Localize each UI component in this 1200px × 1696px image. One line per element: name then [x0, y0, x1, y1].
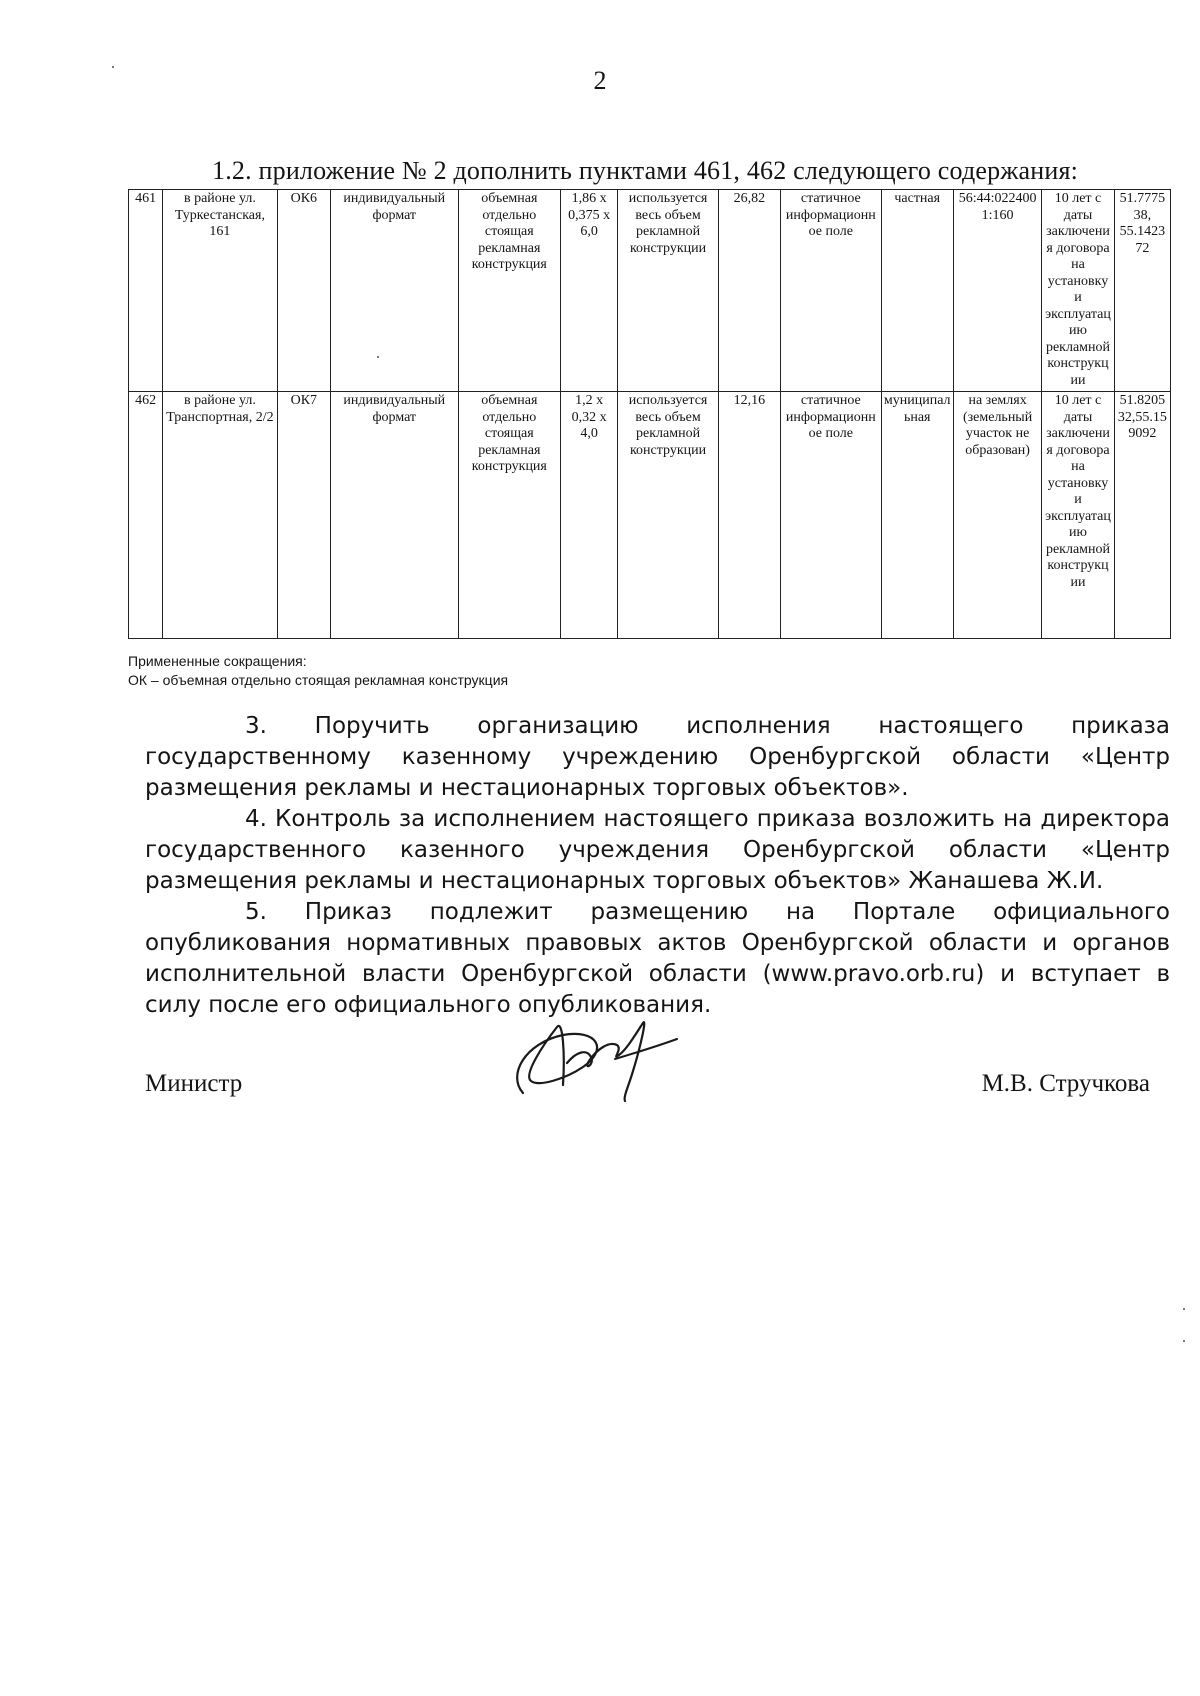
- cell-land: на землях (земельный участок не образован): [953, 392, 1041, 639]
- cell-term: 10 лет с даты заключения договора на установку и эксплуатацию рекламной конструкции: [1042, 392, 1114, 639]
- paragraph-5: 5. Приказ подлежит размещению на Портале официального опубликования нормативных правовых актов Оренбургской области и органов исполнительной власти Оренбургской области (www.pravo.orb.ru) и вступает в силу после его официального опубликования.: [145, 899, 1170, 1018]
- scan-speck: [1183, 1340, 1185, 1342]
- cell-number: 462: [129, 392, 163, 639]
- cell-coords: 51.777538, 55.142372: [1114, 190, 1170, 392]
- cell-ownership: муниципальная: [881, 392, 953, 639]
- cell-location: в районе ул. Транспортная, 2/2: [163, 392, 278, 639]
- cell-size: 1,2 х 0,32 х 4,0: [561, 392, 618, 639]
- cell-coords: 51.820532,55.159092: [1114, 392, 1170, 639]
- cell-field: статичное информационное поле: [781, 392, 881, 639]
- signatory-name: М.В. Стручкова: [981, 1070, 1150, 1097]
- paragraph-3: 3. Поручить организацию исполнения настоящего приказа государственному казенному учреждению Оренбургской области «Центр размещения рекламы и нестационарных торговых объектов».: [145, 713, 1170, 801]
- addendum-table-wrapper: [128, 189, 1171, 639]
- cell-size: 1,86 х 0,375 х 6,0: [561, 190, 618, 392]
- cell-usage: используется весь объем рекламной конструкции: [618, 392, 718, 639]
- cell-format: индивидуальный формат: [330, 190, 458, 392]
- cell-location: в районе ул. Туркестанская, 161: [163, 190, 278, 392]
- table-row: [129, 392, 1171, 639]
- cell-type: объемная отдельно стоящая рекламная конструкция: [458, 190, 560, 392]
- cell-code: ОК6: [277, 190, 330, 392]
- cell-type: объемная отдельно стоящая рекламная конструкция: [458, 392, 560, 639]
- abbreviations-title: Примененные сокращения:: [128, 653, 307, 669]
- paragraph-4: 4. Контроль за исполнением настоящего приказа возложить на директора государственного казенного учреждения Оренбургской области «Центр размещения рекламы и нестационарных торговых объектов» Жанашева Ж.И.: [145, 806, 1170, 894]
- cell-ownership: частная: [881, 190, 953, 392]
- cell-land: 56:44:0224001:160: [953, 190, 1041, 392]
- cell-usage: используется весь объем рекламной конструкции: [618, 190, 718, 392]
- cell-field: статичное информационное поле: [781, 190, 881, 392]
- scan-speck: [112, 66, 114, 68]
- scan-speck: [377, 356, 379, 358]
- signatory-title: Министр: [145, 1070, 243, 1097]
- scan-speck: [1183, 1308, 1185, 1310]
- addendum-table: [128, 189, 1171, 639]
- cell-code: ОК7: [277, 392, 330, 639]
- cell-number: 461: [129, 190, 163, 392]
- section-heading: 1.2. приложение № 2 дополнить пунктами 461, 462 следующего содержания:: [212, 156, 1079, 185]
- cell-area: 12,16: [718, 392, 780, 639]
- table-row: [129, 190, 1171, 392]
- cell-term: 10 лет с даты заключения договора на установку и эксплуатацию рекламной конструкции: [1042, 190, 1114, 392]
- abbreviations-definition: ОК – объемная отдельно стоящая рекламная конструкция: [128, 672, 509, 688]
- handwritten-signature: [505, 1005, 685, 1115]
- page-number: 2: [593, 66, 607, 95]
- cell-format: индивидуальный формат: [330, 392, 458, 639]
- cell-area: 26,82: [718, 190, 780, 392]
